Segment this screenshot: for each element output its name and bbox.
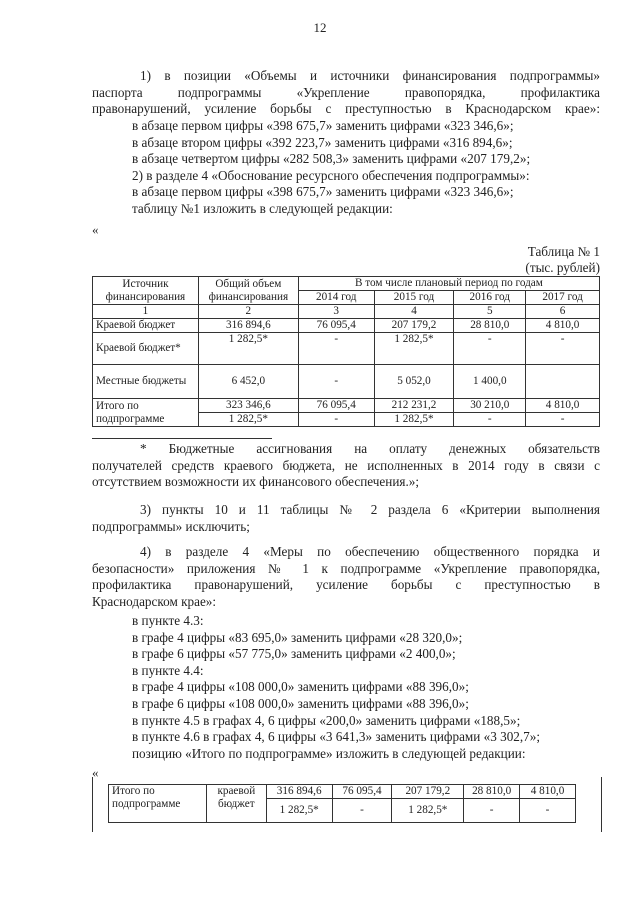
- cell-2015: 5 052,0: [374, 365, 454, 399]
- paragraph-4-items: [92, 613, 600, 762]
- text-line: профилактика правонарушений, усиление борьбы с преступностью в: [92, 577, 600, 593]
- header-year: 2017 год: [526, 291, 600, 305]
- cell-2017: -: [526, 413, 600, 427]
- table-row: [93, 319, 600, 333]
- cell-2016: 1 400,0: [454, 365, 526, 399]
- header-source: Источник финансирования: [93, 277, 199, 305]
- paragraph-4: [92, 544, 600, 610]
- text-line: Краснодарском крае»:: [92, 593, 217, 609]
- cell-2016: 30 210,0: [454, 399, 526, 413]
- cell-total: 323 346,6: [198, 399, 298, 413]
- cell-total: 6 452,0: [198, 365, 298, 399]
- cell-total: 1 282,5*: [198, 333, 298, 365]
- cell-source: Местные бюджеты: [93, 365, 199, 399]
- text-line: в абзаце четвертом цифры «282 508,3» заменить цифрами «207 179,2»;: [132, 151, 531, 167]
- text-line: правонарушений, усиление борьбы с преступностью в Краснодарском крае»:: [92, 101, 600, 117]
- text-line: подпрограммы» исключить;: [92, 518, 250, 534]
- cell-2017: -: [526, 333, 600, 365]
- header-year: 2016 год: [454, 291, 526, 305]
- total-row-table: [108, 784, 576, 823]
- col-number: 1: [93, 305, 199, 319]
- text-line: в графе 6 цифры «108 000,0» заменить цифрами «88 396,0»;: [132, 695, 469, 711]
- col-number: 4: [374, 305, 454, 319]
- financing-table: [92, 276, 600, 427]
- cell-2016: -: [454, 333, 526, 365]
- cell-source: Краевой бюджет*: [93, 333, 199, 365]
- cell-2015: 1 282,5*: [374, 413, 454, 427]
- text-line: в абзаце первом цифры «398 675,7» заменить цифрами «323 346,6»;: [132, 184, 514, 200]
- text-line: в пункте 4.5 в графах 4, 6 цифры «200,0» заменить цифрами «188,5»;: [132, 712, 521, 728]
- cell-2014: -: [298, 413, 374, 427]
- paragraph-1-items: [92, 118, 600, 218]
- text-line: 2) в разделе 4 «Обоснование ресурсного обеспечения подпрограммы»:: [132, 167, 530, 183]
- cell-2015: 1 282,5*: [392, 799, 464, 823]
- text-line: отсутствием возможности их финансового обеспечения.»;: [92, 474, 419, 490]
- cell-2016: 28 810,0: [464, 785, 520, 799]
- cell-source: Краевой бюджет: [93, 319, 199, 333]
- text-line: 3) пункты 10 и 11 таблицы № 2 раздела 6 «Критерии выполнения: [140, 502, 600, 517]
- table-caption: Таблица № 1: [527, 244, 600, 259]
- text-line: паспорта подпрограммы «Укрепление правопорядка, профилактика: [92, 84, 600, 100]
- table-row: [109, 785, 576, 799]
- text-line: в графе 6 цифры «57 775,0» заменить цифрами «2 400,0»;: [132, 646, 456, 662]
- cell-total-label: Итого по подпрограмме: [109, 785, 207, 823]
- text-line: в графе 4 цифры «108 000,0» заменить цифрами «88 396,0»;: [132, 679, 469, 695]
- footnote-divider: [92, 438, 272, 439]
- cell-source: краевой бюджет: [206, 785, 266, 823]
- open-quote: «: [92, 765, 99, 780]
- cell-2016: -: [464, 799, 520, 823]
- text-line: 1) в позиции «Объемы и источники финансирования подпрограммы»: [140, 68, 600, 83]
- col-number: 6: [526, 305, 600, 319]
- cell-2017: 4 810,0: [526, 319, 600, 333]
- text-line: * Бюджетные ассигнования на оплату денежных обязательств: [140, 441, 600, 456]
- text-line: в абзаце первом цифры «398 675,7» заменить цифрами «323 346,6»;: [132, 118, 514, 133]
- text-line: таблицу №1 изложить в следующей редакции:: [132, 200, 393, 216]
- cell-2016: -: [454, 413, 526, 427]
- cell-2017: 4 810,0: [526, 399, 600, 413]
- col-number: 3: [298, 305, 374, 319]
- text-line: в пункте 4.6 в графах 4, 6 цифры «3 641,3» заменить цифрами «3 302,7»;: [132, 729, 541, 745]
- cell-total-label: Итого по подпрограмме: [93, 399, 199, 427]
- text-line: 4) в разделе 4 «Меры по обеспечению общественного порядка и: [140, 544, 600, 559]
- cell-2014: 76 095,4: [298, 399, 374, 413]
- text-line: в пункте 4.4:: [132, 662, 204, 678]
- cell-2017: [526, 365, 600, 399]
- cell-total: 316 894,6: [266, 785, 332, 799]
- text-line: в графе 4 цифры «83 695,0» заменить цифрами «28 320,0»;: [132, 629, 463, 645]
- paragraph-3: [92, 502, 600, 535]
- cell-total: 1 282,5*: [198, 413, 298, 427]
- table-row-total: [93, 399, 600, 413]
- table-row: [93, 365, 600, 399]
- table-row: [93, 333, 600, 365]
- text-line: в абзаце втором цифры «392 223,7» заменить цифрами «316 894,6»;: [132, 134, 513, 150]
- cell-total: 1 282,5*: [266, 799, 332, 823]
- col-number: 5: [454, 305, 526, 319]
- cell-2015: 212 231,2: [374, 399, 454, 413]
- page-number: 12: [313, 20, 327, 35]
- paragraph-1: [92, 68, 600, 118]
- text-line: получателей средств краевого бюджета, не исполненных в 2014 году в связи с: [92, 457, 600, 473]
- text-line: безопасности» приложения № 1 к подпрограмме «Укрепление правопорядка,: [92, 560, 600, 576]
- table-units: (тыс. рублей): [525, 260, 600, 275]
- cell-2014: 76 095,4: [298, 319, 374, 333]
- col-number: 2: [198, 305, 298, 319]
- cell-2016: 28 810,0: [454, 319, 526, 333]
- open-quote: «: [92, 222, 99, 237]
- header-period: В том числе плановый период по годам: [298, 277, 599, 291]
- header-total: Общий объем финансирования: [198, 277, 298, 305]
- cell-2017: 4 810,0: [520, 785, 576, 799]
- cell-2015: 207 179,2: [374, 319, 454, 333]
- cell-2014: 76 095,4: [332, 785, 392, 799]
- cell-total: 316 894,6: [198, 319, 298, 333]
- cell-2015: 1 282,5*: [374, 333, 454, 365]
- cell-2015: 207 179,2: [392, 785, 464, 799]
- text-line: позицию «Итого по подпрограмме» изложить в следующей редакции:: [132, 745, 526, 761]
- text-line: в пункте 4.3:: [132, 613, 204, 628]
- cell-2014: -: [298, 365, 374, 399]
- footnote: [92, 441, 600, 491]
- cell-2014: -: [332, 799, 392, 823]
- cell-2014: -: [298, 333, 374, 365]
- header-year: 2014 год: [298, 291, 374, 305]
- header-year: 2015 год: [374, 291, 454, 305]
- cell-2017: -: [520, 799, 576, 823]
